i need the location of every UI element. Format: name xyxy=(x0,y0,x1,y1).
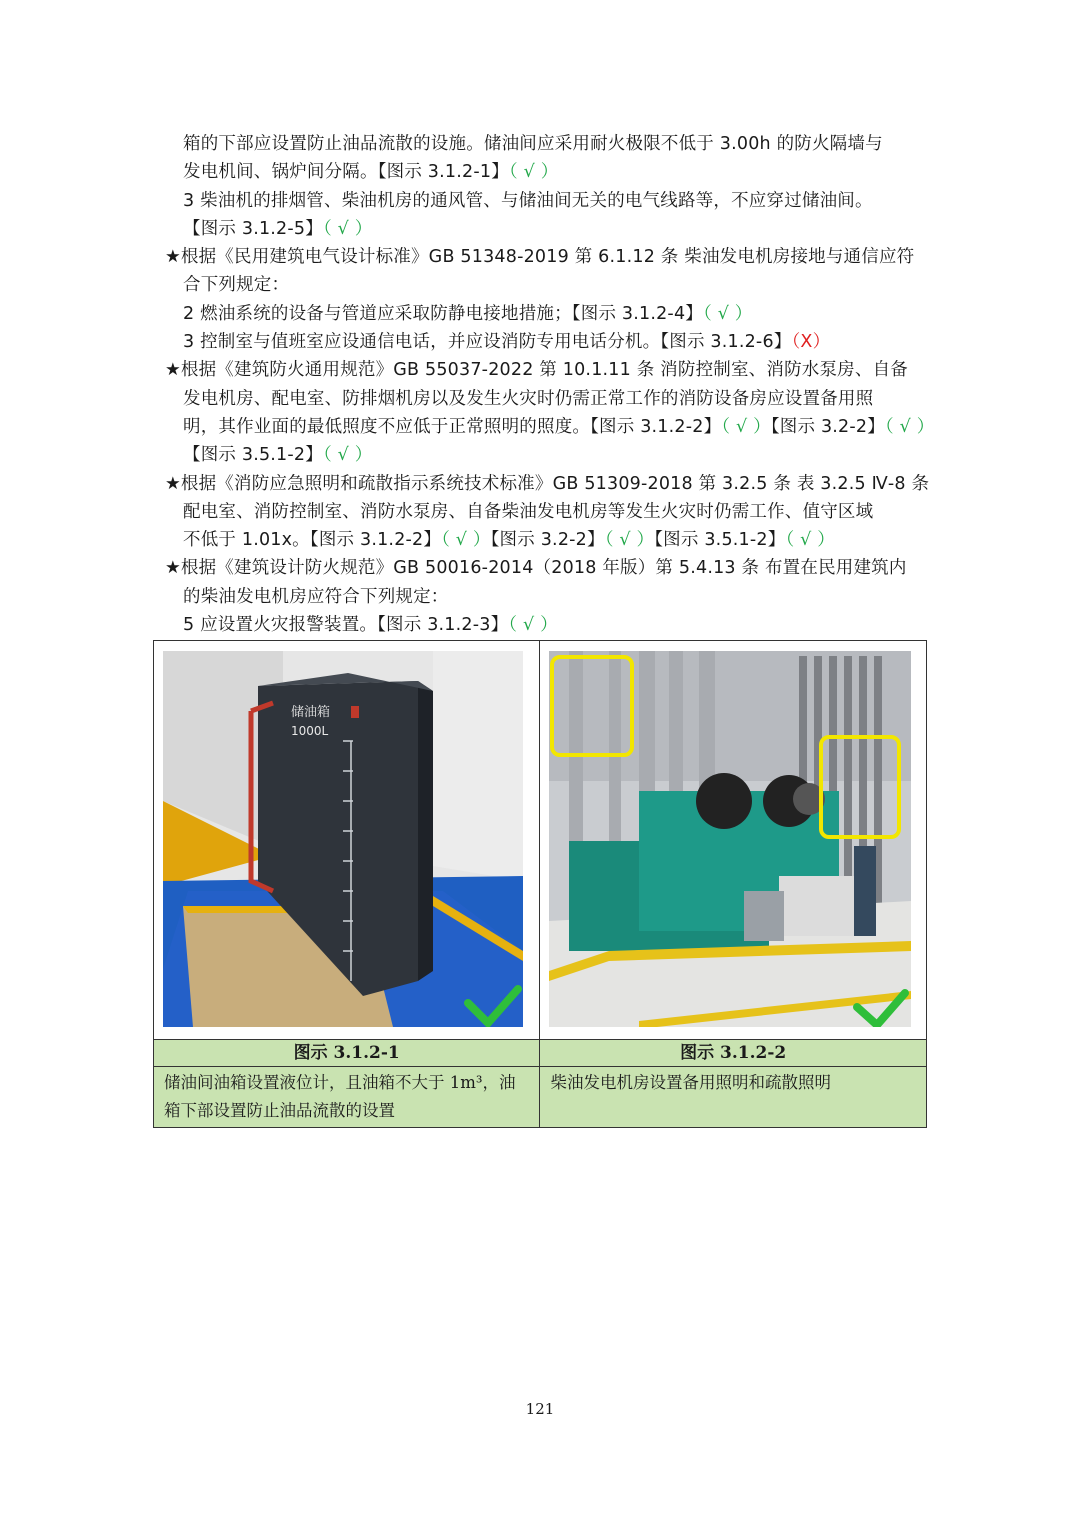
body-text xyxy=(165,130,935,639)
figure-caption: 图示 3.1.2-2 xyxy=(540,1040,927,1067)
text-line: 【图示 3.5.1-2】（ √ ） xyxy=(183,445,373,466)
figure-caption: 图示 3.1.2-1 xyxy=(154,1040,540,1067)
text-line: 5 应设置火灾报警装置。【图示 3.1.2-3】（ √ ） xyxy=(183,615,558,636)
text-line: ★根据《消防应急照明和疏散指示系统技术标准》GB 51309-2018 第 3.2.5 条 表 3.2.5 Ⅳ-8 条 xyxy=(165,473,930,494)
text-line: 3 柴油机的排烟管、柴油机房的通风管、与储油间无关的电气线路等，不应穿过储油间。 xyxy=(183,190,873,211)
photo-cell xyxy=(540,641,927,1040)
text-line: 不低于 1.01x。【图示 3.1.2-2】（ √ ）【图示 3.2-2】（ √ ）【图示 3.5.1-2】（ √ ） xyxy=(183,530,835,551)
page-number: 121 xyxy=(525,1400,555,1418)
text-line: 的柴油发电机房应符合下列规定： xyxy=(183,586,449,607)
oil-tank-illustration xyxy=(163,651,523,1027)
text-line: ★根据《建筑设计防火规范》GB 50016-2014（2018 年版）第 5.4.13 条 布置在民用建筑内 xyxy=(165,558,907,579)
figure-description: 柴油发电机房设置备用照明和疏散照明 xyxy=(540,1067,927,1128)
text-line: ★根据《民用建筑电气设计标准》GB 51348-2019 第 6.1.12 条 柴油发电机房接地与通信应符 xyxy=(165,247,915,268)
text-line: ★根据《建筑防火通用规范》GB 55037-2022 第 10.1.11 条 消防控制室、消防水泵房、自备 xyxy=(165,360,908,381)
oil-tank-photo xyxy=(163,651,531,1027)
text-line: 箱的下部应设置防止油品流散的设施。储油间应采用耐火极限不低于 3.00h 的防火隔墙与 xyxy=(183,134,883,154)
photo-cell xyxy=(154,641,540,1040)
text-line: 明，其作业面的最低照度不应低于正常照明的照度。【图示 3.1.2-2】（ √ ）【图示 3.2-2】（ √ ） xyxy=(183,416,935,437)
tank-label-1: 储油箱 xyxy=(291,705,331,720)
text-line: 3 控制室与值班室应设通信电话，并应设消防专用电话分机。【图示 3.1.2-6】（X） xyxy=(183,332,831,353)
text-line: 发电机房、配电室、防排烟机房以及发生火灾时仍需正常工作的消防设备房应设置备用照 xyxy=(183,388,874,409)
generator-room-photo xyxy=(549,651,918,1027)
text-line: 配电室、消防控制室、消防水泵房、自备柴油发电机房等发生火灾时仍需工作、值守区域 xyxy=(183,501,874,522)
figure-table xyxy=(153,640,927,1128)
text-line: 合下列规定： xyxy=(183,275,290,296)
figure-description: 储油间油箱设置液位计，且油箱不大于 1m³，油箱下部设置防止油品流散的设置 xyxy=(154,1067,540,1128)
generator-room-illustration xyxy=(549,651,911,1027)
text-line: 2 燃油系统的设备与管道应采取防静电接地措施；【图示 3.1.2-4】（ √ ） xyxy=(183,303,753,324)
text-line: 【图示 3.1.2-5】（ √ ） xyxy=(183,218,373,239)
tank-label-2: 1000L xyxy=(291,724,329,738)
text-line: 发电机间、锅炉间分隔。【图示 3.1.2-1】（ √ ） xyxy=(183,162,559,183)
